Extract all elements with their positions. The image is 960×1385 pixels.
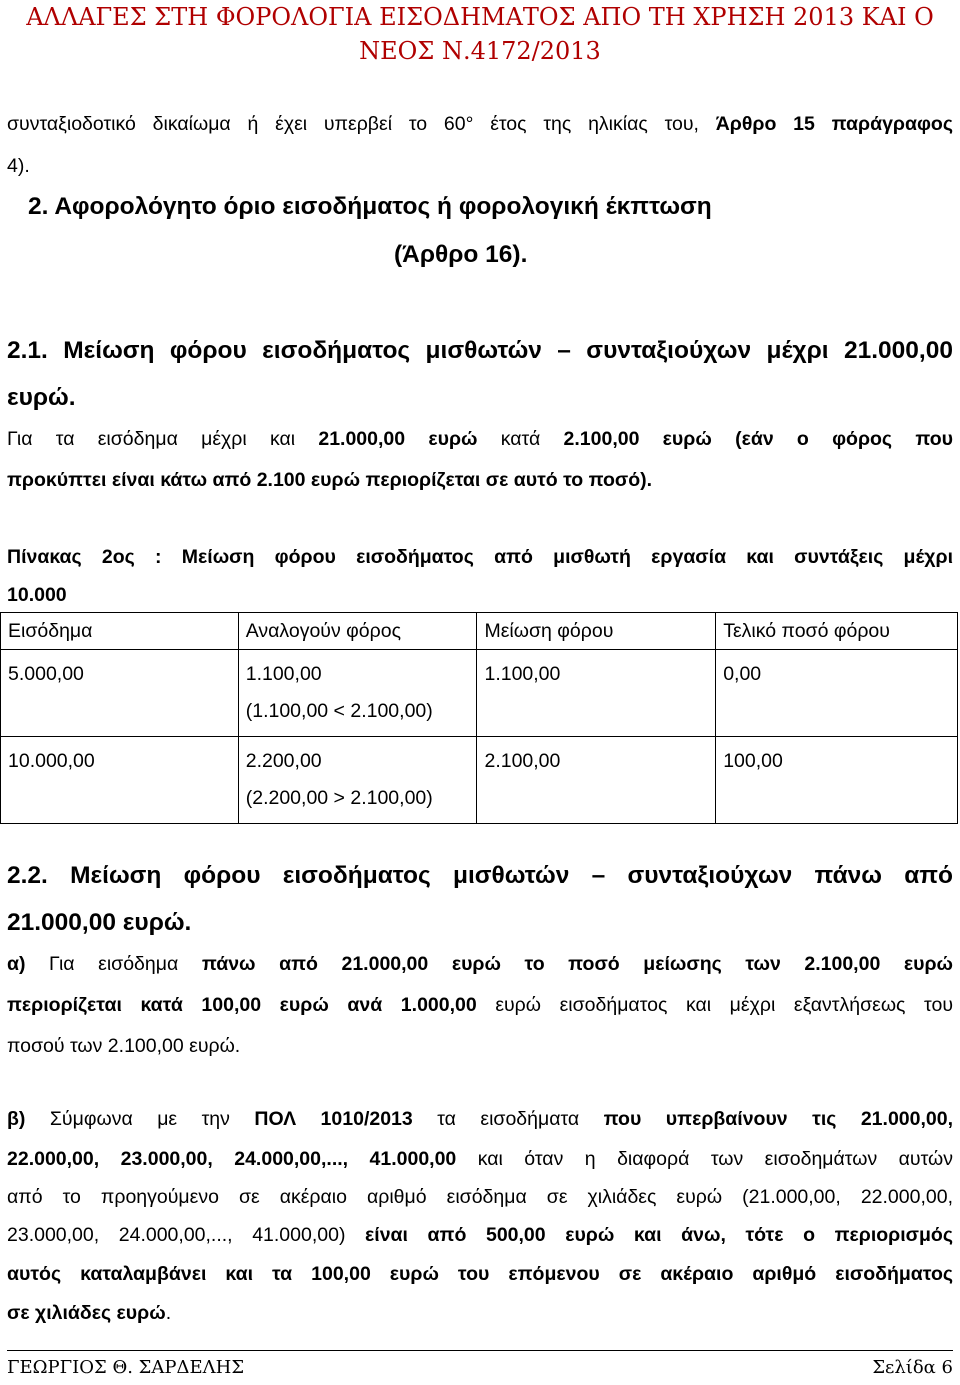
table-cell-tax: [238, 737, 477, 824]
section21-heading: 2.1. Μείωση φόρου εισοδήματος μισθωτών – συνταξιούχων μέχρι 21.000,00: [7, 337, 953, 364]
intro-line2: 4).: [7, 155, 30, 177]
text-run-bold: σε χιλιάδες ευρώ: [7, 1302, 166, 1324]
table-cell-final: 0,00: [716, 650, 958, 737]
table-row: [1, 737, 958, 824]
para-b-line3: από το προηγούμενο σε ακέραιο αριθμό εισόδημα σε χιλιάδες ευρώ (21.000,00, 22.000,00,: [7, 1186, 953, 1208]
tax-reduction-table: [0, 612, 958, 824]
footer-author: ΓΕΩΡΓΙΟΣ Θ. ΣΑΡΔΕΛΗΣ: [7, 1357, 245, 1378]
table-header-cell: Εισόδημα: [1, 613, 239, 650]
text-run: Για τα εισόδημα μέχρι και: [7, 428, 319, 450]
para-a-line3: ποσού των 2.100,00 ευρώ.: [7, 1035, 241, 1057]
text-run: και όταν η διαφορά των εισοδημάτων αυτών: [456, 1148, 953, 1170]
text-run: ευρώ εισοδήματος και μέχρι εξαντλήσεως του: [476, 994, 953, 1016]
section2-heading: 2. Αφορολόγητο όριο εισοδήματος ή φορολογική έκπτωση: [28, 193, 712, 220]
text-run-bold: 2.100,00 ευρώ (εάν ο φόρος που: [563, 428, 953, 450]
table-header-cell: Μείωση φόρου: [477, 613, 716, 650]
text-run-bold: β): [7, 1108, 26, 1130]
table-header-cell: Αναλογούν φόρος: [238, 613, 477, 650]
section22-heading: 2.2. Μείωση φόρου εισοδήματος μισθωτών – συνταξιούχων πάνω από: [7, 862, 953, 889]
tax-value: 1.100,00: [245, 663, 322, 685]
footer-page-number: Σελίδα 6: [872, 1357, 953, 1378]
page-header: [0, 0, 960, 68]
table-cell-reduction: 1.100,00: [477, 650, 716, 737]
section21-heading-cont: ευρώ.: [7, 384, 76, 411]
para-b-line4: [7, 1224, 953, 1247]
intro-text: συνταξιοδοτικό δικαίωμα ή έχει υπερβεί το 60° έτος της ηλικίας του,: [7, 113, 716, 135]
table-caption-line2: 10.000: [7, 584, 67, 606]
table-caption-line1: Πίνακας 2ος : Μείωση φόρου εισοδήματος από μισθωτή εργασία και συντάξεις μέχρι: [7, 546, 953, 568]
para-b-line1: [7, 1108, 953, 1131]
para-b-line6: [7, 1302, 171, 1325]
text-run: Σύμφωνα με την: [25, 1108, 255, 1130]
table-cell-income: 5.000,00: [1, 650, 239, 737]
text-run-bold: 21.000,00 ευρώ: [318, 428, 478, 450]
table-cell-final: 100,00: [716, 737, 958, 824]
table-cell-tax: [238, 650, 477, 737]
section21-para-line2: προκύπτει είναι κάτω από 2.100 ευρώ περιορίζεται σε αυτό το ποσό).: [7, 469, 653, 491]
text-run-bold: ΠΟΛ 1010/2013: [254, 1108, 413, 1130]
header-title-line2: ΝΕΟΣ Ν.4172/2013: [359, 37, 601, 65]
para-a-line1: [7, 953, 953, 976]
text-run: 23.000,00, 24.000,00,..., 41.000,00): [7, 1224, 366, 1246]
tax-note: (2.200,00 > 2.100,00): [245, 787, 433, 809]
text-run: Για εισόδημα: [25, 953, 202, 975]
text-run: .: [165, 1302, 172, 1324]
text-run-bold: α): [7, 953, 26, 975]
text-run-bold: πάνω από 21.000,00 ευρώ το ποσό μείωσης των 2.100,00 ευρώ: [201, 953, 954, 975]
section22-heading-cont: 21.000,00 ευρώ.: [7, 909, 192, 936]
para-b-line5: αυτός καταλαμβάνει και τα 100,00 ευρώ του επόμενου σε ακέραιο αριθμό εισοδήματος: [7, 1263, 953, 1285]
table-cell-reduction: 2.100,00: [477, 737, 716, 824]
header-title-line1: ΑΛΛΑΓΕΣ ΣΤΗ ΦΟΡΟΛΟΓΙΑ ΕΙΣΟΔΗΜΑΤΟΣ ΑΠΟ ΤΗ ΧΡΗΣΗ 2013 ΚΑΙ Ο: [26, 3, 934, 31]
text-run-bold: που υπερβαίνουν τις 21.000,00,: [603, 1108, 954, 1130]
text-run-bold: 22.000,00, 23.000,00, 24.000,00,..., 41.000,00: [7, 1148, 457, 1170]
table-cell-income: 10.000,00: [1, 737, 239, 824]
tax-note: (1.100,00 < 2.100,00): [245, 700, 433, 722]
para-b-line2: [7, 1148, 953, 1171]
text-run: κατά: [477, 428, 564, 450]
table-header-cell: Τελικό ποσό φόρου: [716, 613, 958, 650]
section2-heading-article: (Άρθρο 16).: [394, 241, 528, 268]
text-run-bold: περιορίζεται κατά 100,00 ευρώ ανά 1.000,00: [7, 994, 477, 1016]
tax-value: 2.200,00: [245, 750, 322, 772]
text-run-bold: είναι από 500,00 ευρώ και άνω, τότε ο περιορισμός: [365, 1224, 953, 1246]
page-footer: [7, 1350, 953, 1378]
table-header-row: [1, 613, 958, 650]
table-row: [1, 650, 958, 737]
intro-bold-ref: Άρθρο 15 παράγραφος: [715, 113, 953, 135]
para-a-line2: [7, 994, 953, 1017]
text-run: τα εισοδήματα: [412, 1108, 604, 1130]
intro-line1: [7, 113, 953, 136]
section21-para-line1: [7, 428, 953, 451]
